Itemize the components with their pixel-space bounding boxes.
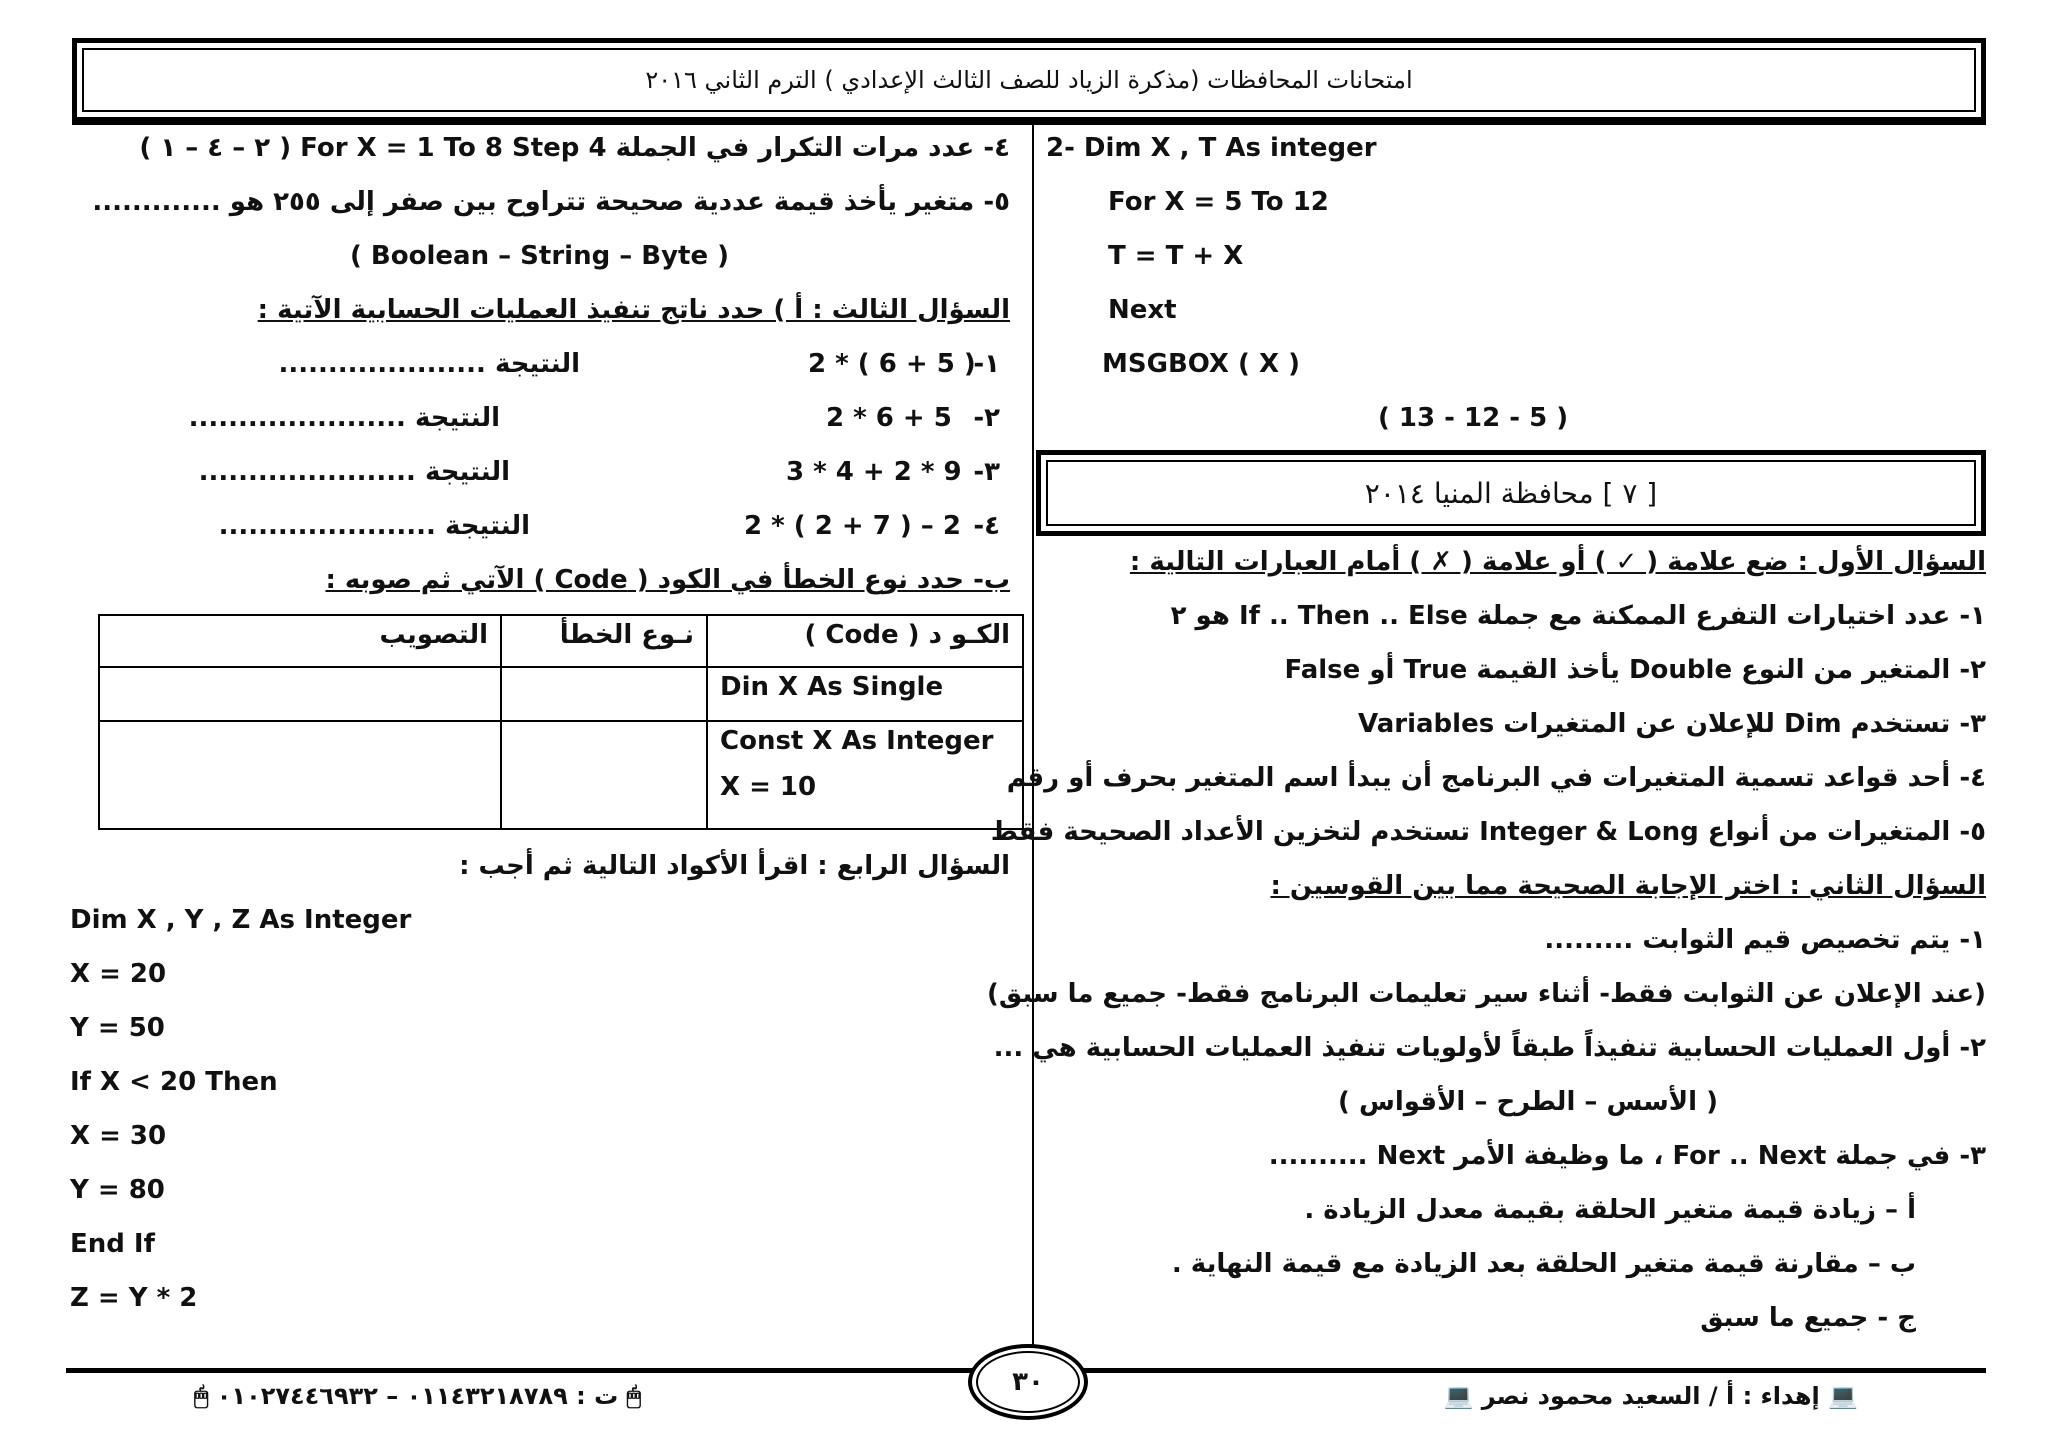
left-q5-choices: ( Boolean – String – Byte ) xyxy=(350,241,730,271)
laptop-icon: 💻 xyxy=(1443,1382,1474,1410)
left-code-line-6: Y = 80 xyxy=(70,1175,165,1205)
op-num-1: ١- xyxy=(973,349,1000,379)
table-header-code: الكـو د ( Code ) xyxy=(707,615,1023,667)
table-code-line-1: Const X As Integer xyxy=(720,726,994,756)
right-q1-item-2: ٢- المتغير من النوع Double يأخذ القيمة True أو False xyxy=(1284,655,1986,685)
right-code-line-1: 2- Dim X , T As integer xyxy=(1046,133,1377,163)
right-q1-item-3: ٣- تستخدم Dim للإعلان عن المتغيرات Variables xyxy=(1358,709,1986,739)
op-num-4: ٤- xyxy=(973,511,1000,541)
right-q1-title: السؤال الأول : ضع علامة ( ✓ ) أو علامة ( ✗ ) أمام العبارات التالية : xyxy=(1129,547,1986,577)
right-q2-line-3: ٢- أول العمليات الحسابية تنفيذاً طبقاً لأولويات تنفيذ العمليات الحسابية هي ... xyxy=(993,1033,1986,1063)
right-code-line-2: For X = 5 To 12 xyxy=(1108,187,1329,217)
table-cell-fix[interactable] xyxy=(99,667,501,721)
left-code-line-2: X = 20 xyxy=(70,959,167,989)
right-q2-title: السؤال الثاني : اختر الإجابة الصحيحة مما بين القوسين : xyxy=(1270,871,1986,901)
mouse-icon: 🖱 xyxy=(194,1382,209,1410)
footer-phones xyxy=(194,1382,641,1410)
table-row xyxy=(99,667,1023,721)
table-header-type: نـوع الخطأ xyxy=(501,615,707,667)
op-result-2: النتيجة ...................... xyxy=(188,403,500,433)
right-q2-line-5: ٣- في جملة For .. Next ، ما وظيفة الأمر Next .......... xyxy=(1268,1141,1986,1171)
right-q2-line-6: أ – زيادة قيمة متغير الحلقة بقيمة معدل الزيادة . xyxy=(1304,1195,1916,1225)
left-code-line-1: Dim X , Y , Z As Integer xyxy=(70,905,412,935)
right-q2-line-7: ب – مقارنة قيمة متغير الحلقة بعد الزيادة مع قيمة النهاية . xyxy=(1171,1249,1916,1279)
right-code-line-3: T = T + X xyxy=(1108,241,1244,271)
right-code-line-4: Next xyxy=(1108,295,1177,325)
laptop-icon: 💻 xyxy=(1828,1382,1858,1410)
right-q2-line-4: ( الأسس – الطرح – الأقواس ) xyxy=(1338,1087,1718,1117)
op-num-2: ٢- xyxy=(973,403,1000,433)
right-code-line-5: MSGBOX ( X ) xyxy=(1102,349,1300,379)
left-q3-title: السؤال الثالث : أ ) حدد ناتج تنفيذ العمليات الحسابية الآتية : xyxy=(257,295,1010,325)
page-number-oval xyxy=(968,1344,1088,1420)
footer-dedication-text: إهداء : أ / السعيد محمود نصر xyxy=(1481,1382,1820,1410)
table-cell-fix[interactable] xyxy=(99,721,501,829)
table-cell-type[interactable] xyxy=(501,721,707,829)
op-expr-3: 3 * 4 + 2 * 9 xyxy=(786,457,962,487)
table-row xyxy=(99,721,1023,829)
column-divider xyxy=(1032,124,1034,1372)
footer-dedication xyxy=(1443,1382,1858,1410)
table-header-fix: التصويب xyxy=(99,615,501,667)
table-code-line-2: X = 10 xyxy=(720,772,817,802)
op-result-1: النتيجة ..................... xyxy=(278,349,580,379)
op-result-4: النتيجة ...................... xyxy=(218,511,530,541)
left-q3b-title: ب- حدد نوع الخطأ في الكود ( Code ) الآتي ثم صوبه : xyxy=(325,565,1010,595)
page-number: ٣٠ xyxy=(976,1351,1080,1413)
op-result-3: النتيجة ...................... xyxy=(198,457,510,487)
error-table xyxy=(98,614,1024,830)
table-cell-code: Din X As Single xyxy=(707,667,1023,721)
section-title: [ ٧ ] محافظة المنيا ٢٠١٤ xyxy=(1046,460,1976,526)
right-q2-line-2: (عند الإعلان عن الثوابت فقط- أثناء سير تعليمات البرنامج فقط- جميع ما سبق) xyxy=(987,979,1986,1009)
op-expr-4: 2 * ( 2 + 7 ) – 2 xyxy=(744,511,961,541)
op-expr-2: 2 * 6 + 5 xyxy=(826,403,952,433)
mouse-icon: 🖱 xyxy=(626,1382,641,1410)
right-q1-item-4: ٤- أحد قواعد تسمية المتغيرات في البرنامج أن يبدأ اسم المتغير بحرف أو رقم xyxy=(1006,763,1986,793)
left-q4-line: ٤- عدد مرات التكرار في الجملة For X = 1 To 8 Step 4 ( ٢ – ٤ – ١ ) xyxy=(139,133,1010,163)
op-expr-1: 2 * ( 6 + 5 ) xyxy=(808,349,976,379)
left-q4-title: السؤال الرابع : اقرأ الأكواد التالية ثم أجب : xyxy=(459,851,1010,881)
header-underline xyxy=(72,122,1986,125)
left-code-line-4: If X < 20 Then xyxy=(70,1067,278,1097)
footer-phones-text: ت : ٠١١٤٣٢١٨٧٨٩ – ٠١٠٢٧٤٤٦٩٣٢ xyxy=(216,1382,619,1410)
op-num-3: ٣- xyxy=(973,457,1000,487)
right-q1-item-1: ١- عدد اختيارات التفرع الممكنة مع جملة If .. Then .. Else هو ٢ xyxy=(1170,601,1986,631)
right-q2-line-1: ١- يتم تخصيص قيم الثوابت ......... xyxy=(1544,925,1986,955)
left-code-line-3: Y = 50 xyxy=(70,1013,165,1043)
left-q5-line: ٥- متغير يأخذ قيمة عددية صحيحة تتراوح بين صفر إلى ٢٥٥ هو ............. xyxy=(92,187,1010,217)
left-code-line-7: End If xyxy=(70,1229,155,1259)
table-cell-type[interactable] xyxy=(501,667,707,721)
left-code-line-8: Z = Y * 2 xyxy=(70,1283,198,1313)
right-q1-item-5: ٥- المتغيرات من أنواع Integer & Long تستخدم لتخزين الأعداد الصحيحة فقط xyxy=(990,817,1986,847)
left-code-line-5: X = 30 xyxy=(70,1121,167,1151)
page-header-title: امتحانات المحافظات (مذكرة الزياد للصف الثالث الإعدادي ) الترم الثاني ٢٠١٦ xyxy=(82,48,1976,112)
table-cell-code xyxy=(707,721,1023,829)
right-code-choices: ( 13 - 12 - 5 ) xyxy=(1378,403,1569,433)
right-q2-line-8: ج - جميع ما سبق xyxy=(1700,1303,1916,1333)
